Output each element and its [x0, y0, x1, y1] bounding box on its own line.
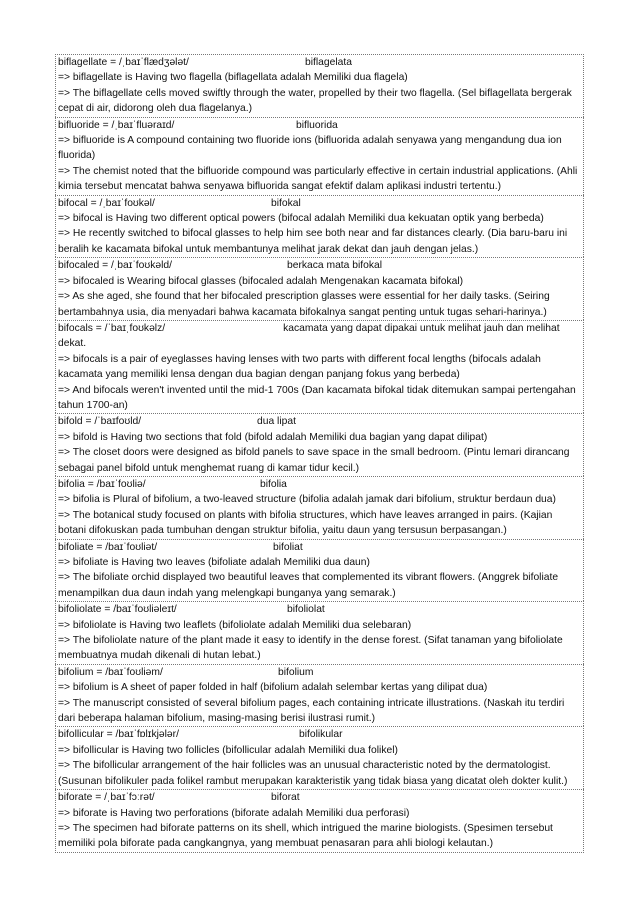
definition: => bifluoride is A compound containing two fluoride ions (bifluorida adalah senyawa yang mengandung dua ion fluorida)	[58, 135, 562, 162]
entry-biflagellate	[55, 54, 584, 117]
definition: => bifoliate is Having two leaves (bifoliate adalah Memiliki dua daun)	[58, 557, 370, 568]
entry-bifoliate	[55, 539, 584, 602]
headword: bifollicular = /baɪˈfɒlɪkjələr/	[58, 729, 179, 741]
entry-head	[58, 414, 581, 429]
translation: bifokal	[271, 197, 301, 209]
example: => And bifocals weren't invented until the mid-1 700s (Dan kacamata bifokal tidak ditemukan sampai pertengahan tahun 1700-an)	[58, 384, 576, 411]
entry-head	[58, 540, 581, 555]
definition: => biflagellate is Having two flagella (biflagellata adalah Memiliki dua flagela)	[58, 72, 408, 84]
example: => The biflagellate cells moved swiftly through the water, propelled by their two flagella. (Sel biflagellata bergerak cepat di air, didorong oleh dua flagelanya.)	[58, 87, 572, 115]
headword: bifluoride = /ˌbaɪˈfluəraɪd/	[58, 119, 175, 131]
definition: => bifocal is Having two different optical powers (bifocal adalah Memiliki dua kekuatan optik yang berbeda)	[58, 213, 544, 225]
entry-head	[58, 602, 581, 617]
headword: bifold = /ˈbaɪfoʊld/	[58, 416, 142, 428]
entry-bifocaled	[55, 257, 584, 320]
entry-bifolium	[55, 664, 584, 727]
translation: kacamata yang dapat dipakai untuk melihat jauh dan melihat dekat.	[58, 322, 560, 350]
example: => He recently switched to bifocal glasses to help him see both near and far distances clearly. (Dia baru-baru ini beralih ke kacamata bifokal untuk membantunya melihat jarak dekat dan jauh dengan jelas.)	[58, 228, 568, 255]
entry-head	[58, 55, 581, 70]
example: => As she aged, she found that her bifocaled prescription glasses were essential for her daily tasks. (Seiring bertambahnya usia, dia menyadari bahwa kacamata bifokalnya sangat penting untuk tugas sehari-harinya.)	[58, 291, 550, 318]
definition: => bifolium is A sheet of paper folded in half (bifolium adalah selembar kertas yang dilipat dua)	[58, 682, 488, 694]
headword: bifolium = /baɪˈfoʊliəm/	[58, 666, 163, 678]
entry-bifocals	[55, 320, 584, 413]
definition: => bifocaled is Wearing bifocal glasses (bifocaled adalah Mengenakan kacamata bifokal)	[58, 275, 464, 287]
example: => The bifoliate orchid displayed two beautiful leaves that complemented its vibrant flowers. (Anggrek bifoliate menampilkan dua daun indah yang melengkapi bunganya yang semarak.)	[58, 572, 559, 599]
translation: bifolia	[260, 478, 287, 490]
entry-bifoliolate	[55, 601, 584, 664]
entry-head	[58, 790, 581, 805]
translation: bifolium	[278, 666, 314, 678]
example: => The specimen had biforate patterns on its shell, which intrigued the marine biologists. (Spesimen tersebut memiliki pola biforate pada cangkangnya, yang membuat penasaran para ahli biologi kelautan.)	[58, 822, 553, 850]
translation: bifoliat	[273, 541, 303, 553]
example: => The manuscript consisted of several bifolium pages, each containing intricate illustrations. (Naskah itu terdiri dari beberapa halaman bifolium, masing-masing berisi ilustrasi rumit.)	[58, 697, 565, 725]
headword: bifolia = /baɪˈfoʊliə/	[58, 478, 146, 490]
entry-head	[58, 321, 581, 352]
definition: => biforate is Having two perforations (biforate adalah Memiliki dua perforasi)	[58, 807, 410, 819]
definition: => bifollicular is Having two follicles (bifollicular adalah Memiliki dua folikel)	[58, 744, 398, 756]
headword: biforate = /ˌbaɪˈfɔːrət/	[58, 792, 155, 804]
headword: bifocal = /ˌbaɪˈfoʊkəl/	[58, 197, 155, 209]
translation: berkaca mata bifokal	[287, 260, 383, 272]
entry-head	[58, 118, 581, 133]
translation: bifolikular	[299, 729, 343, 741]
entry-bifolia	[55, 476, 584, 539]
entry-bifollicular	[55, 726, 584, 789]
example: => The chemist noted that the bifluoride compound was particularly effective in certain industrial applications. (Ahli kimia tersebut mencatat bahwa senyawa bifluorida sangat efektif dalam aplikasi industri tertentu.)	[58, 165, 578, 193]
entry-bifluoride	[55, 117, 584, 195]
entry-bifocal	[55, 195, 584, 258]
example: => The bifollicular arrangement of the hair follicles was an unusual characteristic noted by the dermatologist. (Susunan bifolikuler pada folikel rambut merupakan karakteristik yang tidak biasa yang dicatat oleh dokter kulit.)	[58, 760, 568, 787]
entry-head	[58, 477, 581, 492]
entry-head	[58, 727, 581, 742]
entry-biforate	[55, 789, 584, 853]
definition: => bifold is Having two sections that fold (bifold adalah Memiliki dua bagian yang dapat dilipat)	[58, 431, 488, 443]
translation: biflagelata	[305, 57, 352, 68]
translation: bifluorida	[296, 119, 338, 131]
headword: bifoliate = /baɪˈfoʊliət/	[58, 541, 158, 553]
example: => The closet doors were designed as bifold panels to save space in the small bedroom. (Pintu lemari dirancang sebagai panel bifold untuk menghemat ruang di kamar tidur kecil.)	[58, 447, 570, 474]
entry-head	[58, 665, 581, 680]
entry-head	[58, 196, 581, 211]
headword: biflagellate = /ˌbaɪˈflædʒələt/	[58, 57, 189, 68]
headword: bifocals = /ˈbaɪˌfoʊkəlz/	[58, 322, 166, 334]
translation: dua lipat	[257, 416, 296, 428]
definition: => bifoliolate is Having two leaflets (bifoliolate adalah Memiliki dua selebaran)	[58, 619, 412, 631]
headword: bifoliolate = /baɪˈfoʊliəleɪt/	[58, 604, 177, 616]
translation: biforat	[271, 792, 300, 804]
definition: => bifolia is Plural of bifolium, a two-leaved structure (bifolia adalah jamak dari bifolium, struktur berdaun dua)	[58, 494, 556, 506]
entry-bifold	[55, 413, 584, 476]
example: => The bifoliolate nature of the plant made it easy to identify in the dense forest. (Sifat tanaman yang bifoliolate membuatnya mudah dikenali di hutan lebat.)	[58, 635, 563, 662]
entry-head	[58, 258, 581, 273]
definition: => bifocals is a pair of eyeglasses having lenses with two parts with different focal lengths (bifocals adalah kacamata yang memiliki lensa dengan dua bagian dengan panjang fokus yang berbeda)	[58, 353, 541, 381]
example: => The botanical study focused on plants with bifolia structures, which have leaves arranged in pairs. (Kajian botani difokuskan pada tumbuhan dengan struktur bifolia, yaitu daun yang tersusun berpasangan.)	[58, 509, 553, 537]
translation: bifoliolat	[287, 604, 325, 616]
glossary-page	[55, 54, 584, 853]
headword: bifocaled = /ˌbaɪˈfoʊkəld/	[58, 260, 172, 272]
